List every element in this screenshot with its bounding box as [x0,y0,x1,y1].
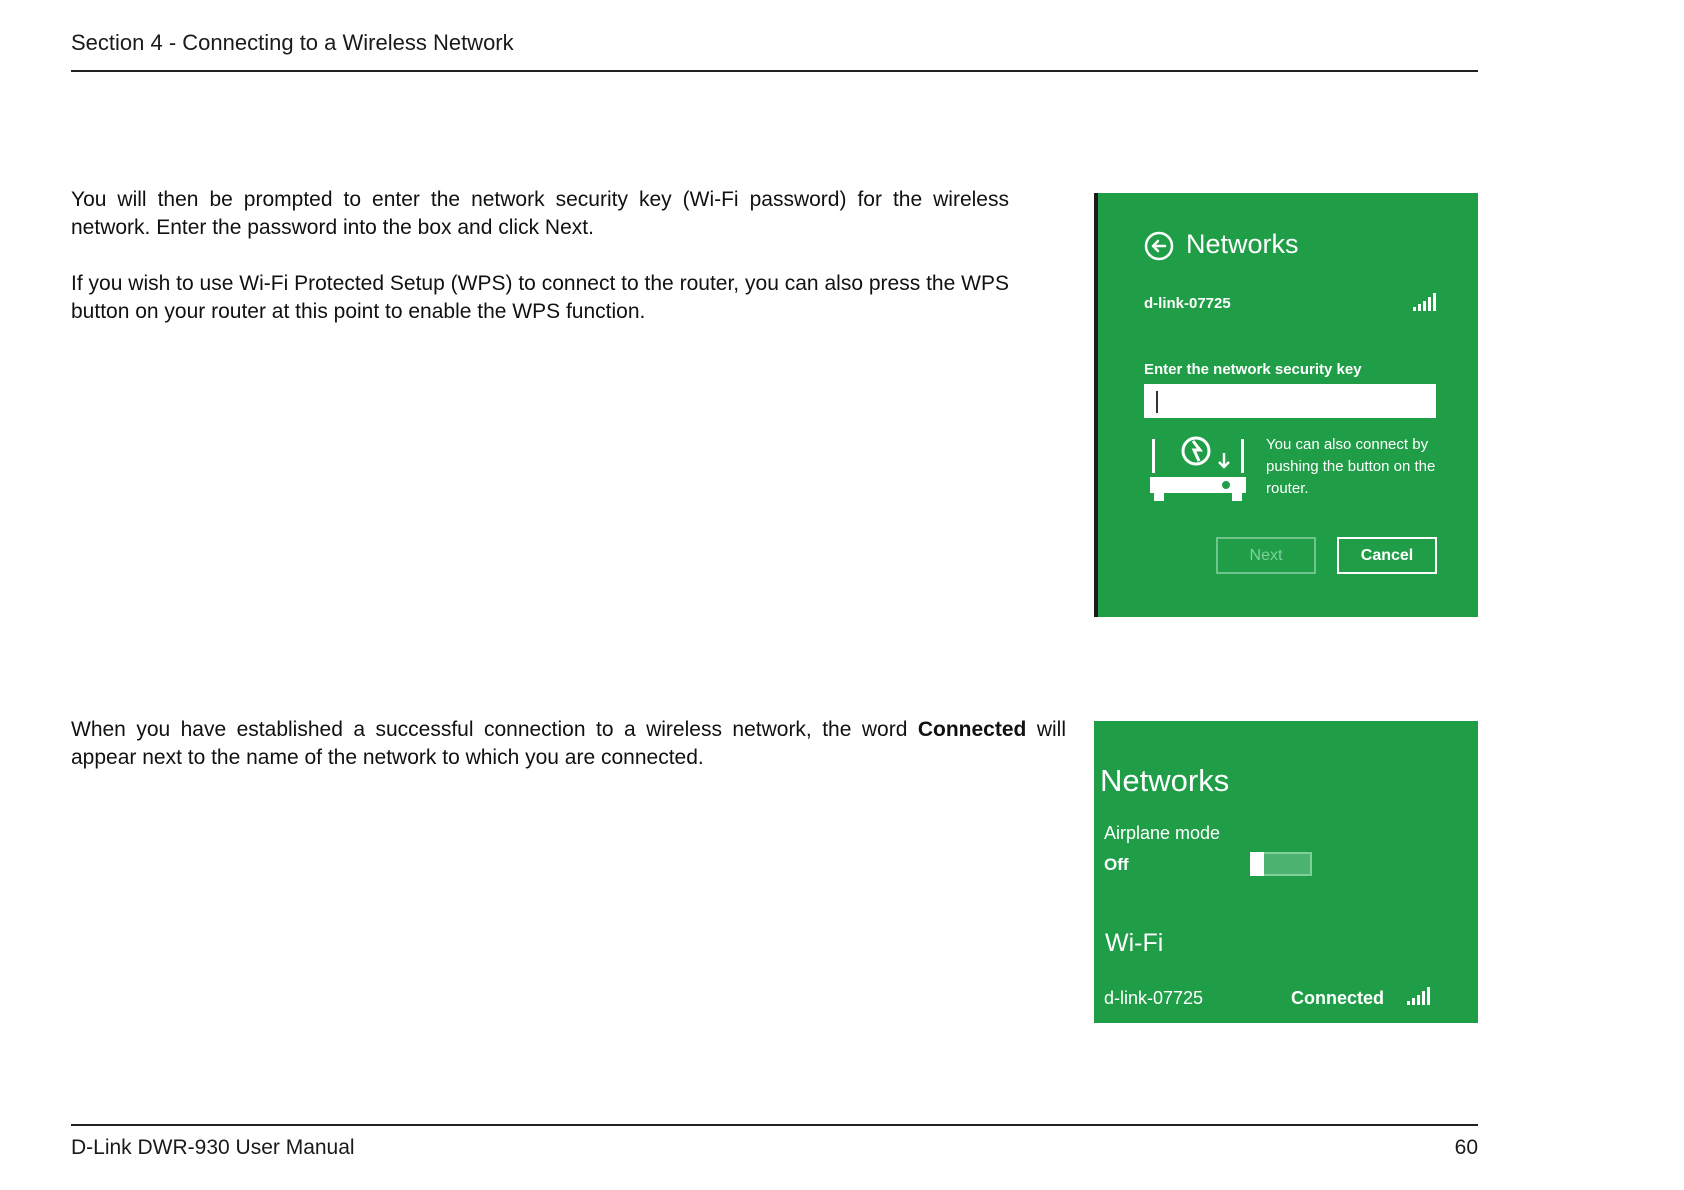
intro-paragraph-1: You will then be prompted to enter the network security key (Wi-Fi password) for the wireless network. Enter the password into the box and click Next. [71,188,1009,239]
toggle-knob [1250,852,1264,876]
wifi-heading: Wi-Fi [1105,929,1164,957]
signal-strength-icon [1407,987,1430,1005]
airplane-mode-state: Off [1104,855,1129,874]
panel-title: Networks [1100,763,1230,798]
connected-text-bold: Connected [917,718,1027,741]
dialog-title: Networks [1186,229,1299,259]
network-ssid[interactable]: d-link-07725 [1104,988,1204,1008]
connected-paragraph [71,716,1066,772]
airplane-mode-label: Airplane mode [1104,823,1221,843]
signal-strength-icon [1413,293,1436,311]
wps-router-icon [1146,433,1250,501]
header-rule [71,70,1478,72]
security-key-dialog [1094,193,1478,617]
section-title: Section 4 - Connecting to a Wireless Network [71,30,514,55]
airplane-mode-toggle[interactable] [1250,852,1312,876]
intro-paragraph-2: If you wish to use Wi-Fi Protected Setup (WPS) to connect to the router, you can also press the WPS button on your router at this point to enable the WPS function. [71,272,1009,323]
security-key-label: Enter the network security key [1144,361,1362,378]
wps-hint: You can also connect by pushing the button on the router. [1266,436,1436,497]
connected-text-before: When you have established a successful connection to a wireless network, the word [71,718,918,741]
next-button[interactable]: Next [1216,537,1316,574]
cancel-button[interactable]: Cancel [1337,537,1437,574]
security-key-input[interactable] [1144,384,1436,418]
connection-status: Connected [1291,988,1385,1008]
networks-panel [1094,721,1478,1023]
back-arrow-icon[interactable] [1144,231,1174,261]
network-ssid: d-link-07725 [1144,295,1231,312]
footer-rule [71,1124,1478,1126]
connected-text-after: will appear next to the name of the network to which you are connected. [71,718,1066,769]
text-caret [1156,391,1158,413]
manual-title: D-Link DWR-930 User Manual [71,1136,355,1159]
page-number: 60 [1454,1136,1478,1159]
